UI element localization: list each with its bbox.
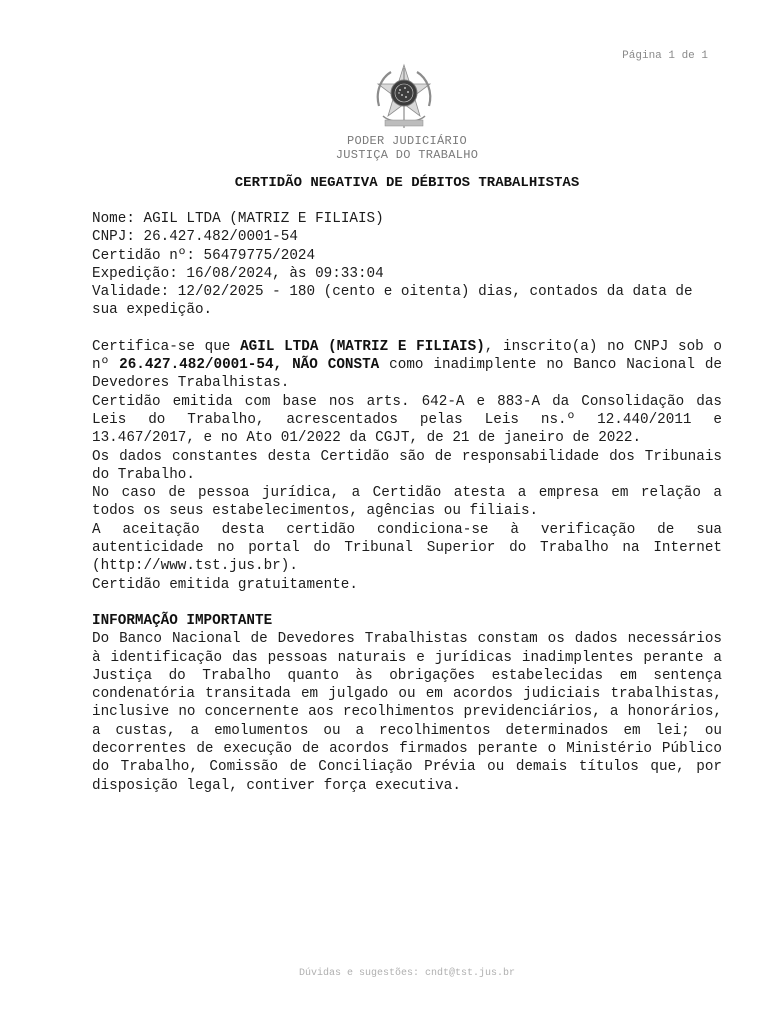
info-expedicao [92,265,722,283]
certifica-text: como inadimplente no Banco Nacional de Devedores Trabalhistas. [92,357,722,392]
authority-line-2: JUSTIÇA DO TRABALHO [335,148,479,162]
company-name: AGIL LTDA (MATRIZ E FILIAIS) [240,338,485,355]
contact-footer: Dúvidas e sugestões: cndt@tst.jus.br [298,968,516,979]
important-heading [92,612,722,630]
responsibility-paragraph: Os dados constantes desta Certidão são de responsabilidade dos Tribunais do Trabalho. [92,448,722,483]
info-certidao [92,247,722,265]
validade-value: 12/02/2025 - 180 (cento e oitenta) dias, contados da data de sua expedição. [92,284,693,319]
validade-label: Validade: [92,284,178,301]
authenticity-paragraph: A aceitação desta certidão condiciona-se à verificação de sua autenticidade no portal do Tribunal Superior do Trabalho na Internet (http://www.tst.jus.br). [92,521,722,575]
nome-label: Nome: [92,211,144,227]
expedicao-label: Expedição: [92,265,187,282]
info-validade [92,283,722,320]
info-nome [92,210,722,228]
free-issuance-paragraph: Certidão emitida gratuitamente. [92,576,358,593]
legal-basis-paragraph: Certidão emitida com base nos arts. 642-A e 883-A da Consolidação das Leis do Trabalho, acrescentados pelas Leis ns.º 12.440/2011 e 13.467/2017, e no Ato 01/2022 da CGJT, de 21 de janeiro de 2022. [92,393,722,447]
important-text: Do Banco Nacional de Devedores Trabalhistas constam os dados necessários à identificação das pessoas naturais e jurídicas inadimplentes perante a Justiça do Trabalho quanto às obrigações estabelecidas em sentença condenatória transitada em julgado ou em acordos judiciais trabalhistas, inclusive no concernente aos recolhimentos previdenciários, a honorários, a custas, a emolumentos ou a recolhimentos determinados em lei; ou decorrentes de execução de acordos firmados perante o Ministério Público do Trabalho, Comissão de Conciliação Prévia ou demais títulos que, por disposição legal, contiver força executiva. [92,631,722,794]
certidao-label: Certidão nº: [92,247,204,264]
authority-line-1: PODER JUDICIÁRIO [346,134,468,148]
certifica-paragraph [92,338,722,393]
certidao-value: 56479775/2024 [203,247,316,264]
cnpj-value: 26.427.482/0001-54 [143,229,298,246]
certifica-text: Certifica-se que [92,338,241,355]
document-title: CERTIDÃO NEGATIVA DE DÉBITOS TRABALHISTAS [234,175,580,191]
certifica-text: , [273,357,293,374]
scope-paragraph: No caso de pessoa jurídica, a Certidão atesta a empresa em relação a todos os seus estabelecimentos, agências ou filiais. [92,485,722,520]
certifica-text: , inscrito(a) no CNPJ sob o nº [92,338,722,374]
cnpj-label: CNPJ: [92,229,144,246]
certificate-body [92,210,722,795]
company-cnpj: 26.427.482/0001-54 [119,357,274,374]
debt-status: NÃO CONSTA [292,357,380,374]
info-cnpj [92,228,722,246]
page-indicator: Página 1 de 1 [622,50,708,62]
expedicao-value: 16/08/2024, às 09:33:04 [186,265,384,282]
nome-value: AGIL LTDA (MATRIZ E FILIAIS) [143,211,384,227]
brazil-coat-of-arms-icon [369,62,439,132]
important-heading-text: INFORMAÇÃO IMPORTANTE [92,612,273,629]
issuing-authority [0,134,768,162]
